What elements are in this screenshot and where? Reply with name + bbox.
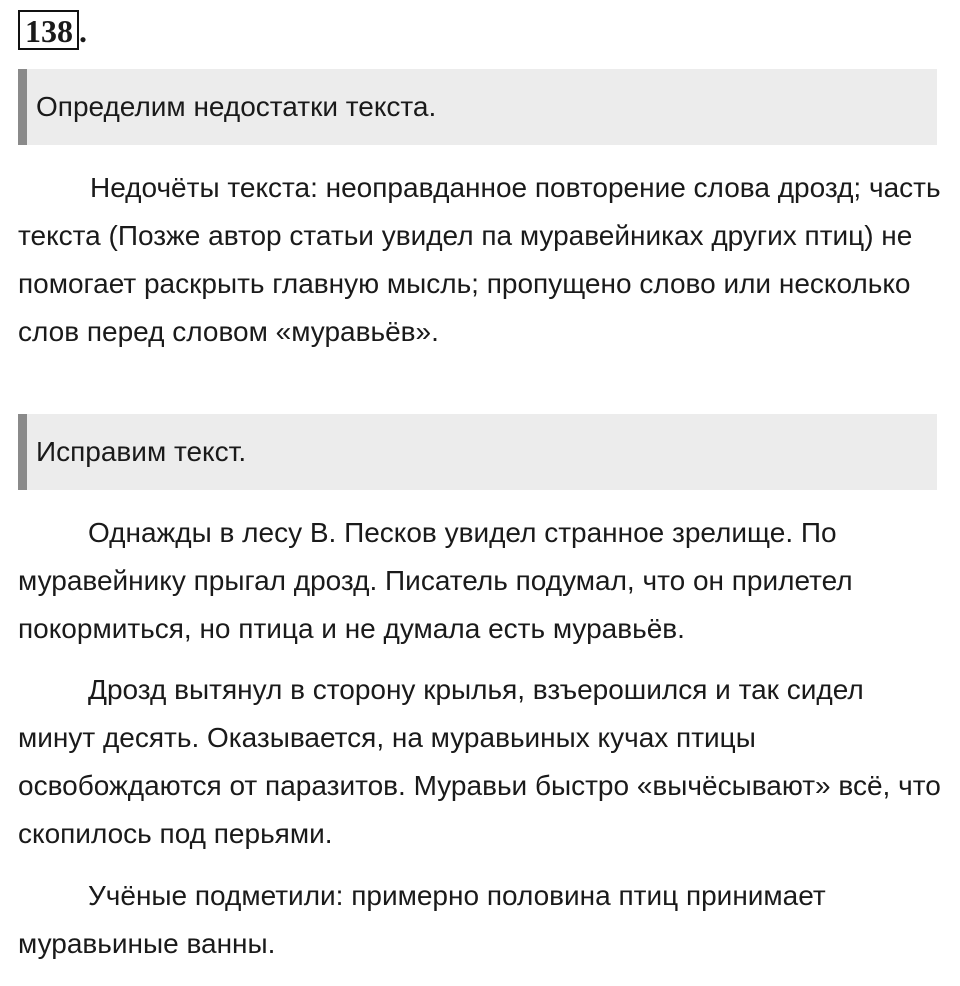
section-heading-defects — [18, 69, 937, 145]
task-number-box: 138 — [18, 10, 79, 50]
defects-paragraph: Недочёты текста: неоправданное повторение слова дрозд; часть текста (Позже автор статьи увидел па муравейниках других птиц) не помогает раскрыть главную мысль; пропущено слово или несколько слов перед словом «муравьёв». — [18, 172, 941, 347]
section-heading-corrected — [18, 414, 937, 490]
corrected-paragraph-2: Дрозд вытянул в сторону крылья, взъерошился и так сидел минут десять. Оказывается, на муравьиных кучах птицы освобождаются от паразитов. Муравьи быстро «вычёсывают» всё, что скопилось под перьями. — [18, 674, 941, 849]
task-number — [18, 10, 87, 50]
corrected-paragraph-1: Однажды в лесу В. Песков увидел странное зрелище. По муравейнику прыгал дрозд. Писатель подумал, что он прилетел покормиться, но птица и не думала есть муравьёв. — [18, 517, 853, 644]
task-number-punct: . — [79, 13, 87, 49]
corrected-paragraph-3: Учёные подметили: примерно половина птиц принимает муравьиные ванны. — [18, 880, 826, 959]
section-heading-defects-text: Определим недостатки текста. — [36, 91, 437, 122]
section-heading-corrected-text: Исправим текст. — [36, 436, 247, 467]
